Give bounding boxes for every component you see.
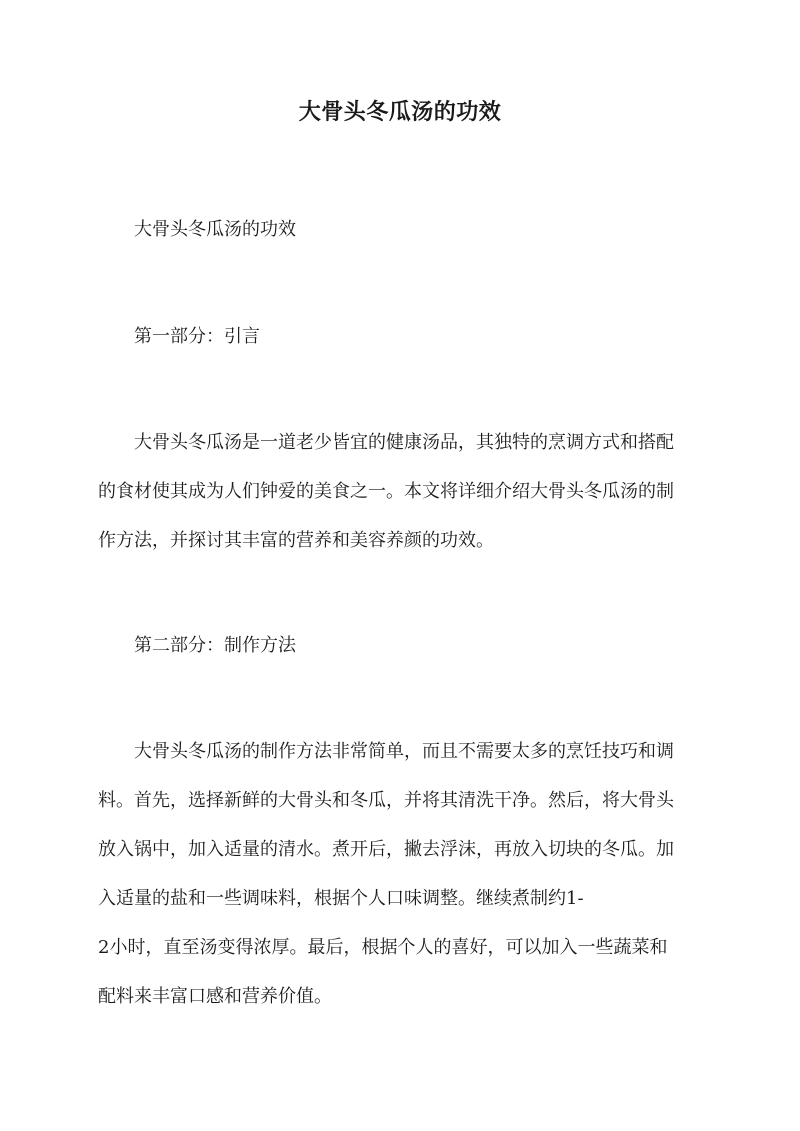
paragraph-line: 入适量的盐和一些调味料，根据个人口味调整。继续煮制约1- <box>98 888 584 909</box>
paragraph-line: 放入锅中，加入适量的清水。煮开后，撇去浮沫，再放入切块的冬瓜。加 <box>98 839 674 860</box>
section1-heading: 第一部分：引言 <box>134 326 260 347</box>
paragraph-line: 作方法，并探讨其丰富的营养和美容养颜的功效。 <box>98 530 494 551</box>
section2-heading: 第二部分：制作方法 <box>134 635 296 656</box>
paragraph-line: 料。首先，选择新鲜的大骨头和冬瓜，并将其清洗干净。然后，将大骨头 <box>98 790 674 811</box>
subtitle: 大骨头冬瓜汤的功效 <box>134 219 296 240</box>
paragraph-line: 配料来丰富口感和营养价值。 <box>98 986 332 1007</box>
section2-paragraph <box>98 727 702 1021</box>
paragraph-line: 的食材使其成为人们钟爱的美食之一。本文将详细介绍大骨头冬瓜汤的制 <box>98 481 674 502</box>
paragraph-line: 大骨头冬瓜汤的制作方法非常简单，而且不需要太多的烹饪技巧和调 <box>134 741 674 762</box>
paragraph-line: 2小时，直至汤变得浓厚。最后，根据个人的喜好，可以加入一些蔬菜和 <box>98 937 668 958</box>
paragraph-line: 大骨头冬瓜汤是一道老少皆宜的健康汤品，其独特的烹调方式和搭配 <box>134 432 674 453</box>
document-title: 大骨头冬瓜汤的功效 <box>298 99 502 125</box>
section1-paragraph <box>98 418 702 565</box>
